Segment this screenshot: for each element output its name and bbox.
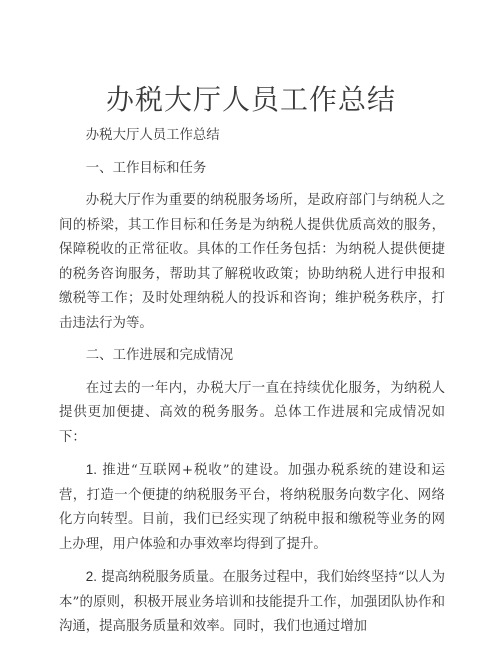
- list-item-1-text: 推进“互联网+税收”的建设。加强办税系统的建设和运营，打造一个便捷的纳税服务平台，将纳税服务向数字化、网络化方向转型。目前，我们已经实现了纳税申报和缴税等业务的网上办理，用户体验和办事效率均得到了提升。: [59, 463, 445, 552]
- document-subtitle: 办税大厅人员工作总结: [85, 128, 220, 143]
- section-2-heading: 二、工作进展和完成情况: [85, 348, 234, 363]
- section-2-paragraph: 在过去的一年内，办税大厅一直在持续优化服务，为纳税人提供更加便捷、高效的税务服务。总体工作进展和完成情况如下：: [59, 380, 445, 445]
- document-body: [59, 124, 445, 640]
- section-1-heading: 一、工作目标和任务: [85, 160, 207, 176]
- section-1-paragraph: 办税大厅作为重要的纳税服务场所，是政府部门与纳税人之间的桥梁，其工作目标和任务是为纳税人提供优质高效的服务，保障税收的正常征收。具体的工作任务包括：为纳税人提供便捷的税务咨询服务，帮助其了解税收政策；协助纳税人进行申报和缴税等工作；及时处理纳税人的投诉和咨询；维护税务秩序，打击违法行为等。: [59, 193, 445, 331]
- list-item-2-text: 提高纳税服务质量。在服务过程中，我们始终坚持“以人为本”的原则，积极开展业务培训和技能提升工作，加强团队协作和沟通，提高服务质量和效率。同时，我们也通过增加: [59, 570, 445, 634]
- list-item-2: [59, 565, 445, 640]
- list-item-2-number: 2.: [85, 569, 97, 584]
- list-item-1-number: 1.: [85, 462, 97, 477]
- document-title: 办税大厅人员工作总结: [105, 83, 396, 116]
- list-item-1: [59, 458, 445, 557]
